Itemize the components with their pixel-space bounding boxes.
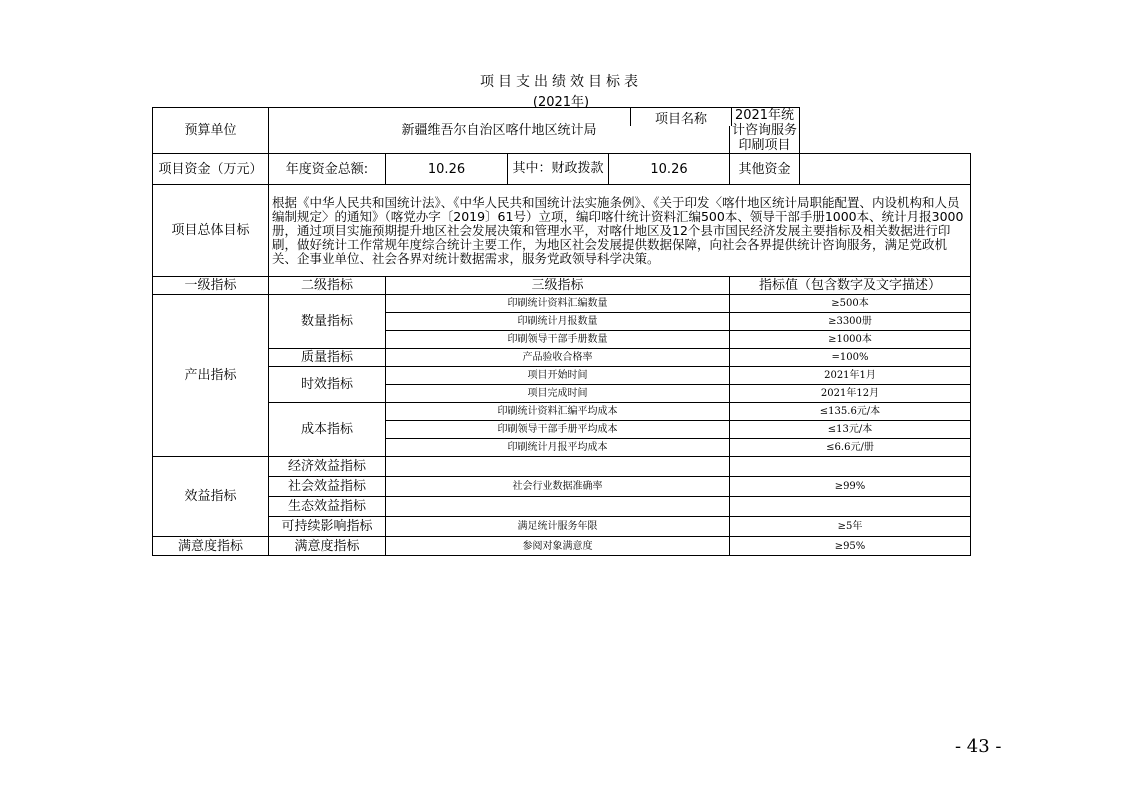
indicator-name: 印刷领导干部手册平均成本 [386,421,730,439]
annual-total-label: 年度资金总额: [269,154,386,185]
col-header-level2: 二级指标 [269,277,386,295]
social-label: 社会效益指标 [269,477,386,497]
column-header-row [153,277,971,295]
other-funds-label: 其他资金 [730,154,800,185]
indicator-row [153,295,971,313]
indicator-row [153,403,971,421]
goal-text: 根据《中华人民共和国统计法》、《中华人民共和国统计法实施条例》、《关于印发〈喀什地区统计局职能配置、内设机构和人员编制规定〉的通知》（喀党办字〔2019〕61号）立项，编印喀什统计资料汇编500本、领导干部手册1000本、统计月报3000册，通过项目实施预期提升地区社会发展决策和管理水平，对喀什地区及12个县市国民经济发展主要指标及相关数据进行印刷，做好统计工作常规年度综合统计主要工作，为地区社会发展提供数据保障，向社会各界提供统计咨询服务，满足党政机关、企事业单位、社会各界对统计数据需求，服务党政领导科学决策。 [269,185,971,277]
col-header-value: 指标值（包含数字及文字描述） [730,277,971,295]
document-title: 项目支出绩效目标表 [480,74,642,90]
quality-label: 质量指标 [269,349,386,367]
budget-unit-value: 新疆维吾尔自治区喀什地区统计局 [269,108,730,154]
indicator-value: ≥99% [730,477,971,497]
fiscal-cell [508,154,730,185]
goal-row [153,185,971,277]
indicator-value [730,457,971,477]
indicator-value [730,497,971,517]
output-label: 产出指标 [153,295,269,457]
header-row-unit [153,108,971,154]
satisfaction-sub-label: 满意度指标 [269,537,386,556]
indicator-name [386,457,730,477]
indicator-name: 满足统计服务年限 [386,517,730,537]
indicator-value: ≥3300册 [730,313,971,331]
indicator-value: ≤13元/本 [730,421,971,439]
other-funds-value [800,154,971,185]
indicator-name: 印刷领导干部手册数量 [386,331,730,349]
fiscal-label: 其中：财政拨款 [508,154,609,184]
indicator-row [153,497,971,517]
sustainable-label: 可持续影响指标 [269,517,386,537]
indicator-value: ≥5年 [730,517,971,537]
timeliness-label: 时效指标 [269,367,386,403]
indicator-name: 项目开始时间 [386,367,730,385]
indicator-value: ≥95% [730,537,971,556]
indicator-name [386,497,730,517]
col-header-level3: 三级指标 [386,277,730,295]
satisfaction-label: 满意度指标 [153,537,269,556]
benefit-label: 效益指标 [153,457,269,537]
indicator-name: 印刷统计月报平均成本 [386,439,730,457]
indicator-row [153,477,971,497]
indicator-name: 印刷统计资料汇编数量 [386,295,730,313]
funds-label: 项目资金（万元） [153,154,269,185]
annual-total-value: 10.26 [386,154,508,185]
budget-unit-label: 预算单位 [153,108,269,154]
indicator-value: =100% [730,349,971,367]
indicator-row [153,537,971,556]
goal-label: 项目总体目标 [153,185,269,277]
indicator-name: 印刷统计资料汇编平均成本 [386,403,730,421]
indicator-value: ≥1000本 [730,331,971,349]
indicator-value: ≥500本 [730,295,971,313]
indicator-value: ≤6.6元/册 [730,439,971,457]
economic-label: 经济效益指标 [269,457,386,477]
indicator-row [153,457,971,477]
indicator-name: 参阅对象满意度 [386,537,730,556]
cost-label: 成本指标 [269,403,386,457]
performance-target-table [152,107,971,556]
indicator-name: 社会行业数据准确率 [386,477,730,497]
ecological-label: 生态效益指标 [269,497,386,517]
indicator-row [153,367,971,385]
indicator-row [153,349,971,367]
page-number: - 43 - [955,736,1002,757]
indicator-value: 2021年1月 [730,367,971,385]
indicator-name: 项目完成时间 [386,385,730,403]
indicator-name: 印刷统计月报数量 [386,313,730,331]
fiscal-value: 10.26 [650,161,688,177]
quantity-label: 数量指标 [269,295,386,349]
indicator-value: ≤135.6元/本 [730,403,971,421]
indicator-value: 2021年12月 [730,385,971,403]
document-year: (2021年) [532,95,590,110]
project-name-label: 项目名称 [630,108,732,126]
indicator-name: 产品验收合格率 [386,349,730,367]
project-name-value: 2021年统计咨询服务印刷项目 [730,108,800,154]
col-header-level1: 一级指标 [153,277,269,295]
header-row-funds [153,154,971,185]
indicator-row [153,517,971,537]
